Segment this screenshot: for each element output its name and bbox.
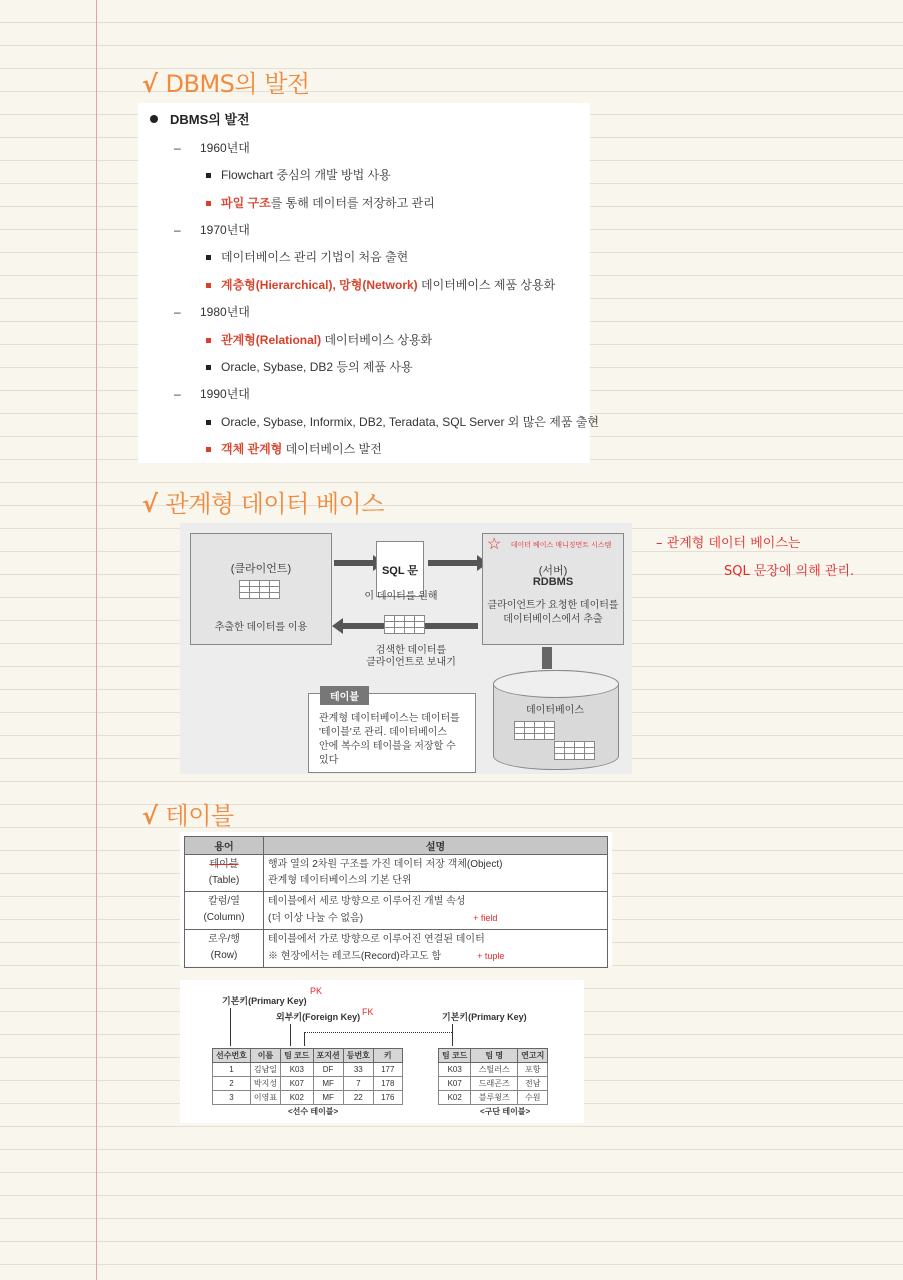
table-cell: K07 [439,1077,471,1091]
handwritten-tuple-note: + tuple [477,951,505,961]
table-cell: K02 [439,1091,471,1105]
heading-relational-db [142,484,384,519]
bullet-text: Oracle, Sybase, DB2 등의 제품 사용 [221,360,413,374]
database-cylinder-top [493,670,619,698]
table-cell: 김남일 [250,1063,280,1077]
heading-dbms [142,64,310,99]
table-cell: 22 [343,1091,373,1105]
rdbms-label: RDBMS [532,576,574,588]
term-name: 칼럼/열 [208,896,240,907]
square-bullet-icon [206,173,211,178]
term-desc-wrap [268,948,603,965]
column-header: 이름 [250,1049,280,1063]
table-cell: 1 [213,1063,251,1077]
table-icon [384,615,425,634]
bullet-text: 데이터베이스 상용화 [321,333,433,347]
client-box [190,533,332,645]
pointer-line [452,1024,453,1046]
pointer-line [290,1024,291,1046]
bullet-1980-1 [206,331,432,348]
table-cell: K03 [439,1063,471,1077]
column-header: 용어 [185,837,264,855]
table-row [439,1091,548,1105]
column-header: 팀 코드 [281,1049,313,1063]
decade-label: 1970년대 [200,223,250,237]
table-tag: 테이블 [320,686,369,705]
term-english: (Table) [208,875,240,886]
column-header: 팀 코드 [439,1049,471,1063]
table-cell: 7 [343,1077,373,1091]
database-label: 데이터베이스 [526,705,584,716]
square-bullet-icon [206,447,211,452]
table-row [439,1077,548,1091]
term-desc-wrap [268,910,603,927]
margin-line [96,0,97,1280]
bullet-highlight: 파일 구조 [221,196,271,210]
table-cell: 176 [373,1091,402,1105]
table-row [213,1091,403,1105]
table-cell: K02 [281,1091,313,1105]
server-sub-label: 데이터베이스에서 추출 [503,614,603,625]
column-header: 설명 [264,837,608,855]
server-handwritten-note: 데이터 베이스 매니징먼트 시스템 [510,542,612,549]
pointer-line [230,1008,231,1046]
decade-1970 [174,221,250,238]
column-header: 키 [373,1049,402,1063]
square-bullet-icon [206,365,211,370]
foreign-key-label: 외부키(Foreign Key) [276,1012,361,1022]
bullet-text: 데이터베이스 발전 [282,442,382,456]
table-cell: MF [313,1091,343,1105]
table-row [185,855,608,892]
check-icon: √ [142,802,158,830]
handwritten-fk-note: FK [362,1007,374,1017]
table-desc-line: '테이블'로 관리. 데이터베이스 [319,727,448,738]
team-table [438,1048,548,1105]
term-desc: 행과 열의 2차원 구조를 가진 데이터 저장 객체(Object) [268,859,503,870]
client-label: (클라이언트) [230,563,292,575]
table-cell: MF [313,1077,343,1091]
term-name: 테이블 [209,859,239,870]
double-arrow-icon [542,647,552,669]
table-cell: 2 [213,1077,251,1091]
table-icon [239,580,280,599]
table-desc-line: 있다 [319,755,339,766]
column-header: 선수번호 [213,1049,251,1063]
table-cell: 전남 [518,1077,548,1091]
table-desc-line: 관계형 데이터베이스는 데이터를 [319,713,460,724]
card-title-text: DBMS의 발전 [170,112,250,127]
table-cell: DF [313,1063,343,1077]
player-table [212,1048,403,1105]
terms-card [180,832,612,966]
bullet-1990-2 [206,440,382,457]
bullet-text: Flowchart 중심의 개발 방법 사용 [221,168,391,182]
bullet-highlight: 객체 관계형 [221,442,283,456]
table-cell: 3 [213,1091,251,1105]
heading-table [142,796,234,831]
bullet-text: Oracle, Sybase, Informix, DB2, Teradata, SQL Server 외 많은 제품 출현 [221,415,599,429]
arrow-right-icon [428,560,478,566]
server-label: (서버) [538,565,568,577]
bullet-highlight: 계층형(Hierarchical), 망형(Network) [221,278,418,292]
card-title [150,109,250,128]
table-cell: 178 [373,1077,402,1091]
handwritten-pk-note: PK [310,986,323,996]
column-header: 팀 명 [471,1049,518,1063]
table-cell: 박지성 [250,1077,280,1091]
table-row [439,1063,548,1077]
decade-label: 1990년대 [200,387,250,401]
table-cell: 수원 [518,1091,548,1105]
term-desc: 테이블에서 세로 방향으로 이루어진 개별 속성 [268,896,466,907]
term-desc: 관계형 데이터베이스의 기본 단위 [268,875,412,886]
square-bullet-icon [206,283,211,288]
keys-card [180,980,584,1123]
table-cell: 이영표 [250,1091,280,1105]
bullet-1960-2 [206,194,435,211]
bullet-text: 데이터베이스 관리 기법이 처음 출현 [221,250,409,264]
star-icon: ☆ [487,536,502,553]
bullet-highlight: 관계형(Relational) [221,333,322,347]
request-label: 이 데이터를 원해 [364,591,438,602]
arrow-right-icon [334,560,374,566]
table-icon [514,721,555,740]
pointer-line [304,1032,305,1046]
column-header: 등번호 [343,1049,373,1063]
bullet-1990-1 [206,413,599,430]
table-icon [554,741,595,760]
term-desc: 테이블에서 가로 방향으로 이루어진 연결된 데이터 [268,934,485,945]
bullet-1960-1 [206,166,391,183]
dash-icon: – [174,387,181,401]
decade-1980 [174,303,250,320]
square-bullet-icon [206,201,211,206]
table-cell: K03 [281,1063,313,1077]
column-header: 연고지 [518,1049,548,1063]
dash-icon: – [174,141,181,155]
bullet-1970-1 [206,248,408,265]
handwritten-note: – 관계형 데이터 베이스는 [656,536,801,551]
square-bullet-icon [206,338,211,343]
bullet-text: 를 통해 데이터를 저장하고 관리 [270,196,435,210]
term-name: 로우/행 [208,934,240,945]
term-desc: (더 이상 나눌 수 없음) [268,913,364,924]
response-label: 검색한 데이터를 [375,645,447,656]
response-label: 클라이언트로 보내기 [366,657,456,668]
table-cell: 33 [343,1063,373,1077]
check-icon: √ [142,490,158,518]
handwritten-note: SQL 문장에 의해 관리. [724,564,855,579]
server-sub-label: 클라이언트가 요청한 데이터를 [487,600,619,611]
table-desc-line: 안에 복수의 테이블을 저장할 수 [319,741,456,752]
terms-table [184,836,608,968]
sql-label: SQL 문 [381,565,419,577]
fk-link-line [304,1032,452,1033]
table-row [213,1077,403,1091]
bullet-dot-icon [150,115,158,123]
table-row [185,892,608,930]
decade-label: 1980년대 [200,305,250,319]
bullet-text: 데이터베이스 제품 상용화 [417,278,556,292]
table-cell: 포항 [518,1063,548,1077]
bullet-1970-2 [206,276,555,293]
term-english: (Row) [210,950,238,961]
square-bullet-icon [206,420,211,425]
table-row [185,930,608,968]
server-box [482,533,624,645]
decade-label: 1960년대 [200,141,250,155]
table-explanation-box [308,693,476,773]
handwritten-field-note: + field [473,913,498,923]
table-cell: K07 [281,1077,313,1091]
heading-text: 테이블 [165,802,234,830]
decade-1960 [174,139,250,156]
player-table-caption: <선수 테이블> [288,1107,339,1116]
bullet-1980-2 [206,358,413,375]
term-desc: ※ 현장에서는 레코드(Record)라고도 함 [268,951,442,962]
primary-key-label: 기본키(Primary Key) [442,1012,527,1022]
decade-1990 [174,385,250,402]
square-bullet-icon [206,255,211,260]
primary-key-label: 기본키(Primary Key) [222,996,307,1006]
heading-text: 관계형 데이터 베이스 [165,490,384,518]
term-english: (Column) [203,912,245,923]
heading-text: DBMS의 발전 [165,70,310,98]
team-table-caption: <구단 테이블> [480,1107,531,1116]
column-header: 포지션 [313,1049,343,1063]
table-cell: 블루윙즈 [471,1091,518,1105]
table-row [213,1063,403,1077]
client-sub-label: 추출한 데이터를 이용 [214,622,308,633]
dash-icon: – [174,223,181,237]
rdbms-diagram [180,523,632,774]
dash-icon: – [174,305,181,319]
table-cell: 스틸러스 [471,1063,518,1077]
table-cell: 드래곤즈 [471,1077,518,1091]
dbms-evolution-card [138,103,599,463]
check-icon: √ [142,70,158,98]
table-cell: 177 [373,1063,402,1077]
